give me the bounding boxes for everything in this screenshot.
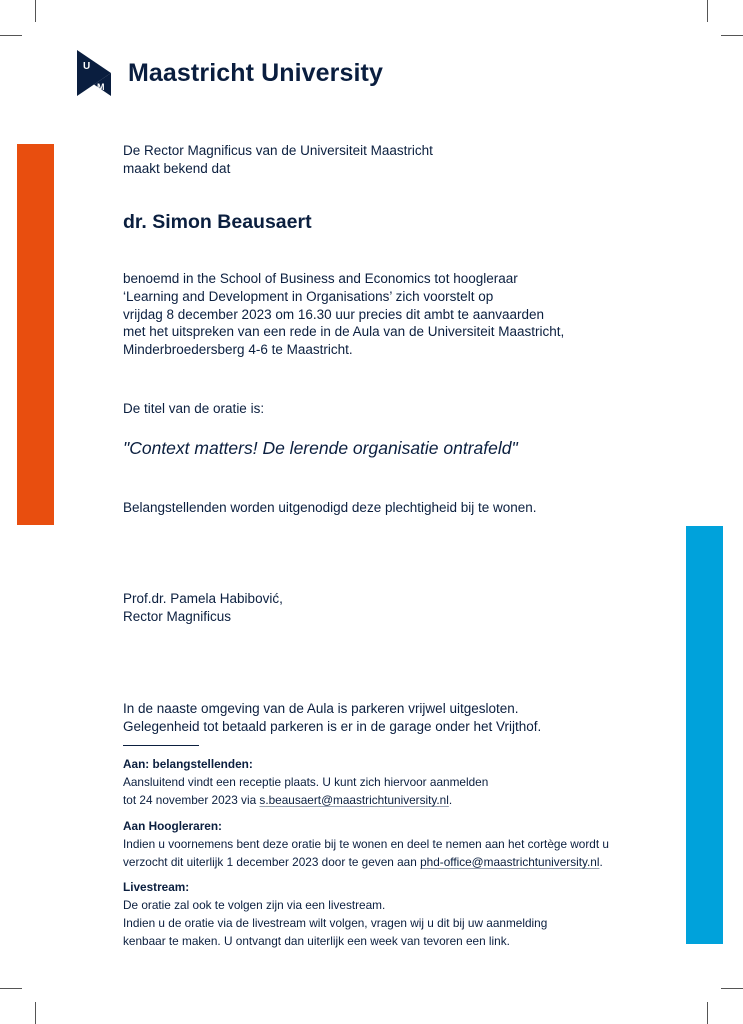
- announcement-body: [123, 270, 564, 359]
- university-name: Maastricht University: [128, 58, 383, 87]
- signature: [123, 590, 283, 626]
- section-line: [123, 853, 609, 871]
- body-line: benoemd in the School of Business and Economics tot hoogleraar: [123, 271, 518, 286]
- section-belangstellenden: [123, 755, 488, 809]
- section-livestream: [123, 878, 547, 950]
- section-line: De oratie zal ook te volgen zijn via een livestream.: [123, 898, 386, 912]
- intro-line: maakt bekend dat: [123, 160, 231, 176]
- line-prefix: tot 24 november 2023 via: [123, 793, 260, 807]
- body-line: Minderbroedersberg 4-6 te Maastricht.: [123, 342, 353, 358]
- crop-mark: [0, 988, 22, 989]
- line-suffix: .: [448, 793, 453, 807]
- crop-mark: [35, 0, 36, 22]
- crop-mark: [707, 1002, 708, 1024]
- parking-notice: [123, 700, 541, 736]
- section-heading: Aan Hoogleraren:: [123, 819, 222, 833]
- body-line: vrijdag 8 december 2023 om 16.30 uur precies dit ambt te aanvaarden: [123, 306, 545, 322]
- invitation-text: Belangstellenden worden uitgenodigd deze plechtigheid bij te wonen.: [123, 500, 537, 515]
- signature-name: Prof.dr. Pamela Habibović,: [123, 591, 283, 606]
- intro-line: De Rector Magnificus van de Universiteit Maastricht: [123, 143, 433, 158]
- blue-accent-bar: [686, 526, 723, 944]
- section-heading: Aan: belangstellenden:: [123, 757, 253, 771]
- line-prefix: verzocht dit uiterlijk 1 december 2023 door te geven aan: [123, 855, 421, 869]
- crop-mark: [0, 35, 22, 36]
- um-logo-icon: [77, 50, 111, 96]
- intro-text: [123, 142, 433, 178]
- email-link-phd-office[interactable]: phd-office@maastrichtuniversity.nl: [420, 855, 600, 869]
- signature-role: Rector Magnificus: [123, 608, 232, 624]
- parking-line: In de naaste omgeving van de Aula is parkeren vrijwel uitgesloten.: [123, 701, 519, 716]
- crop-mark: [721, 35, 743, 36]
- section-line: kenbaar te maken. U ontvangt dan uiterlijk een week van tevoren een link.: [123, 934, 510, 948]
- crop-mark: [721, 988, 743, 989]
- line-suffix: .: [599, 855, 603, 869]
- email-link-beausaert[interactable]: s.beausaert@maastrichtuniversity.nl: [259, 793, 449, 807]
- orange-accent-bar: [17, 144, 54, 525]
- university-logo: [77, 50, 383, 96]
- section-line: Indien u voornemens bent deze oratie bij te wonen en deel te nemen aan het cortège wordt u: [123, 837, 609, 851]
- parking-line: Gelegenheid tot betaald parkeren is er in de garage onder het Vrijthof.: [123, 718, 542, 734]
- section-line: [123, 791, 488, 809]
- section-heading: Livestream:: [123, 880, 190, 894]
- body-line: met het uitspreken van een rede in de Aula van de Universiteit Maastricht,: [123, 324, 565, 340]
- logo-letter-m: M: [97, 82, 105, 92]
- divider: [123, 745, 199, 746]
- crop-mark: [35, 1002, 36, 1024]
- body-line: ‘Learning and Development in Organisations’ zich voorstelt op: [123, 288, 494, 304]
- appointee-name: dr. Simon Beausaert: [123, 211, 312, 233]
- section-line: Aansluitend vindt een receptie plaats. U kunt zich hiervoor aanmelden: [123, 775, 489, 789]
- section-line: Indien u de oratie via de livestream wilt volgen, vragen wij u dit bij uw aanmelding: [123, 916, 548, 930]
- crop-mark: [707, 0, 708, 22]
- title-intro: De titel van de oratie is:: [123, 401, 265, 416]
- logo-letter-u: U: [83, 61, 91, 72]
- section-hoogleraren: [123, 817, 609, 871]
- oration-title: "Context matters! De lerende organisatie ontrafeld": [123, 438, 518, 458]
